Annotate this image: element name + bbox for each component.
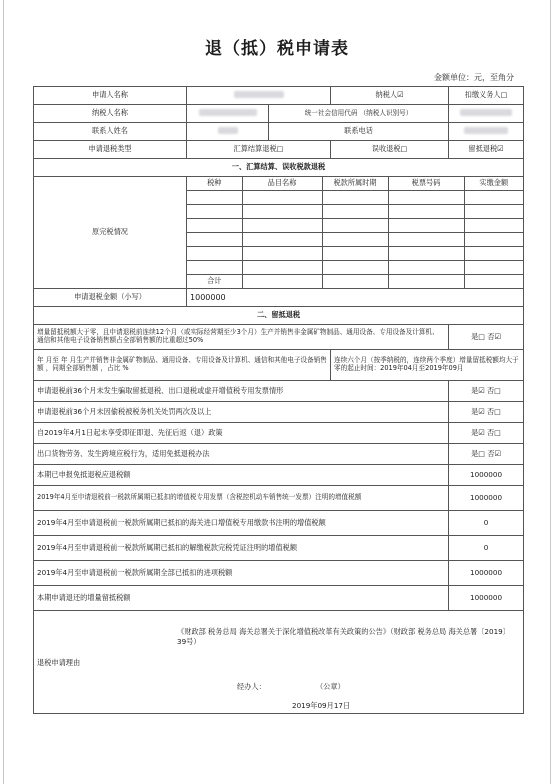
- question2-row: [34, 350, 524, 381]
- reason-text[interactable]: 《财政部 税务总局 海关总署关于深化增值税改革有关政策的公告》（财政部 税务总局 海关总署〔2019〕39号）: [177, 627, 510, 647]
- cell[interactable]: [322, 233, 388, 247]
- original-tax-grid: [187, 177, 523, 288]
- cell[interactable]: [464, 275, 523, 289]
- reason-label: 退税申请理由: [37, 658, 81, 667]
- refund-type-credit-checkbox[interactable]: 留抵退税☑: [449, 141, 524, 159]
- question2-text: 年 月至 年 月生产并销售非金属矿物制品、通用设备、专用设备及计算机、通信和其他电子设备销售额 ，同期全部销售额 ，占比 %: [34, 350, 331, 381]
- value2-row: [34, 486, 524, 511]
- contact-phone-label: 联系电话: [269, 123, 449, 141]
- value3-row: [34, 511, 524, 536]
- question1-answer[interactable]: 是□ 否☑: [449, 325, 524, 350]
- value1-row: [34, 465, 524, 486]
- section1-header-row: [34, 159, 524, 177]
- cell[interactable]: [388, 219, 464, 233]
- cell[interactable]: [322, 191, 388, 205]
- value2-amount[interactable]: 1000000: [449, 486, 524, 511]
- reason-row: [34, 611, 524, 714]
- section1-title: 一、汇算结算、误收税款退税: [34, 159, 524, 177]
- seal-label: （公章）: [316, 682, 345, 691]
- table-row: [187, 261, 523, 275]
- page-right-border: [550, 0, 551, 784]
- sign-date: 2019年09月17日: [292, 701, 351, 710]
- original-tax-header: [187, 177, 523, 191]
- cell[interactable]: [242, 261, 322, 275]
- value1-text: 本期已申报免抵退税应退税额: [34, 465, 449, 486]
- question4-row: [34, 402, 524, 423]
- refund-application-table: [33, 86, 524, 714]
- value6-row: [34, 586, 524, 611]
- question5-row: [34, 423, 524, 444]
- redacted-text: [199, 109, 257, 116]
- cell[interactable]: [464, 219, 523, 233]
- refund-type-row: [34, 141, 524, 159]
- question6-answer[interactable]: 是□ 否☑: [449, 444, 524, 465]
- question6-row: [34, 444, 524, 465]
- question5-text: 自2019年4月1日起未享受即征即退、先征后返（退）政策: [34, 423, 449, 444]
- question3-text: 申请退税前36个月未发生骗取留抵退税、出口退税或虚开增值税专用发票情形: [34, 381, 449, 402]
- amount-unit-note: 金额单位：元，至角分: [434, 73, 514, 82]
- cell[interactable]: [187, 261, 242, 275]
- header-ticket-number: 税票号码: [388, 177, 464, 191]
- taxpayer-name-label: 纳税人名称: [34, 105, 187, 123]
- section2-header-row: [34, 307, 524, 325]
- cell[interactable]: [242, 233, 322, 247]
- credit-code-label: 统一社会信用代码 （纳税人识别号）: [269, 105, 449, 123]
- credit-code-value[interactable]: [449, 105, 524, 123]
- section2-title: 二、留抵退税: [34, 307, 524, 325]
- cell[interactable]: [242, 275, 322, 289]
- question2-period: 连续六个月（按季纳税的，连续两个季度）增量留抵税额均大于零的起止时间：2019年04月至2019年09月: [331, 350, 524, 381]
- taxpayer-checkbox[interactable]: 纳税人☑: [331, 87, 449, 105]
- cell[interactable]: [242, 219, 322, 233]
- value3-amount[interactable]: 0: [449, 511, 524, 536]
- value4-text: 2019年4月至申请退税前一税款所属期已抵扣的解缴税款完税凭证注明的增值税额: [34, 536, 449, 561]
- taxpayer-row: [34, 105, 524, 123]
- question5-answer[interactable]: 是☑ 否□: [449, 423, 524, 444]
- cell[interactable]: [464, 205, 523, 219]
- applicant-name-label: 申请人名称: [34, 87, 187, 105]
- header-tax-type: 税种: [187, 177, 242, 191]
- value4-row: [34, 536, 524, 561]
- cell[interactable]: [242, 205, 322, 219]
- cell[interactable]: [388, 275, 464, 289]
- table-row: [187, 191, 523, 205]
- cell[interactable]: [322, 261, 388, 275]
- withholding-checkbox[interactable]: 扣缴义务人□: [449, 87, 524, 105]
- cell[interactable]: [464, 261, 523, 275]
- redacted-text: [464, 127, 508, 134]
- cell[interactable]: [464, 247, 523, 261]
- cell[interactable]: [388, 191, 464, 205]
- value6-text: 本期申请退还的增量留抵税额: [34, 586, 449, 611]
- refund-amount-row: [34, 289, 524, 307]
- value1-amount[interactable]: 1000000: [449, 465, 524, 486]
- cell[interactable]: [388, 247, 464, 261]
- contact-phone-value[interactable]: [449, 123, 524, 141]
- question3-row: [34, 381, 524, 402]
- table-row: [187, 219, 523, 233]
- cell[interactable]: [464, 233, 523, 247]
- form-title: 退（抵）税申请表: [205, 39, 349, 59]
- cell[interactable]: [322, 275, 388, 289]
- question4-answer[interactable]: 是☑ 否□: [449, 402, 524, 423]
- table-row: [187, 205, 523, 219]
- refund-type-settlement-checkbox[interactable]: 汇算结算退税□: [187, 141, 331, 159]
- cell[interactable]: [322, 247, 388, 261]
- cell[interactable]: [187, 219, 242, 233]
- reason-cell: [34, 611, 524, 714]
- refund-type-label: 申请退税类型: [34, 141, 187, 159]
- applicant-row: [34, 87, 524, 105]
- cell[interactable]: [187, 247, 242, 261]
- original-tax-label: 原完税情况: [34, 177, 187, 289]
- value2-text: 2019年4月至申请退税前一税款所属期已抵扣的增值税专用发票（含税控机动车销售统一发票）注明的增值税额: [34, 486, 449, 511]
- refund-amount-value[interactable]: 1000000: [187, 289, 524, 307]
- contact-name-value[interactable]: [187, 123, 269, 141]
- applicant-name-value[interactable]: [187, 87, 331, 105]
- question6-text: 出口货物劳务、发生跨境应税行为，适用免抵退税办法: [34, 444, 449, 465]
- cell[interactable]: [187, 205, 242, 219]
- table-row: [187, 233, 523, 247]
- question1-row: [34, 325, 524, 350]
- cell[interactable]: [388, 205, 464, 219]
- cell[interactable]: [322, 219, 388, 233]
- cell[interactable]: [242, 191, 322, 205]
- redacted-text: [460, 109, 512, 116]
- cell[interactable]: [242, 247, 322, 261]
- question3-answer[interactable]: 是☑ 否□: [449, 381, 524, 402]
- value5-row: [34, 561, 524, 586]
- question4-text: 申请退税前36个月未因偷税被税务机关处罚两次及以上: [34, 402, 449, 423]
- original-tax-grid-cell: [187, 177, 524, 289]
- cell[interactable]: [187, 233, 242, 247]
- value5-text: 2019年4月至申请退税前一税款所属期全部已抵扣的进项税额: [34, 561, 449, 586]
- cell[interactable]: [322, 205, 388, 219]
- question1-text: 增量留抵税额大于零，且申请退税前连续12个月（或实际经营期至少3个月）生产并销售非金属矿物制品、通用设备、专用设备及计算机、通信和其他电子设备销售额占全部销售额的比重超过50%: [34, 325, 449, 350]
- total-row: [187, 275, 523, 289]
- total-label: 合计: [187, 275, 242, 289]
- redacted-text: [218, 127, 238, 134]
- redacted-text: [234, 91, 284, 98]
- contact-row: [34, 123, 524, 141]
- value6-amount[interactable]: 1000000: [449, 586, 524, 611]
- cell[interactable]: [187, 191, 242, 205]
- cell[interactable]: [464, 191, 523, 205]
- cell[interactable]: [388, 261, 464, 275]
- refund-type-error-checkbox[interactable]: 误收退税□: [331, 141, 449, 159]
- page-left-border: [3, 0, 4, 784]
- value4-amount[interactable]: 0: [449, 536, 524, 561]
- table-row: [187, 247, 523, 261]
- refund-amount-label: 申请退税金额（小写）: [34, 289, 187, 307]
- cell[interactable]: [388, 233, 464, 247]
- value5-amount[interactable]: 1000000: [449, 561, 524, 586]
- taxpayer-name-value[interactable]: [187, 105, 269, 123]
- original-tax-row: [34, 177, 524, 289]
- value3-text: 2019年4月至申请退税前一税款所属期已抵扣的海关进口增值税专用缴款书注明的增值税额: [34, 511, 449, 536]
- header-paid-amount: 实缴金额: [464, 177, 523, 191]
- header-tax-period: 税款所属时期: [322, 177, 388, 191]
- header-item-name: 品目名称: [242, 177, 322, 191]
- handler-label: 经办人：: [237, 682, 266, 691]
- contact-name-label: 联系人姓名: [34, 123, 187, 141]
